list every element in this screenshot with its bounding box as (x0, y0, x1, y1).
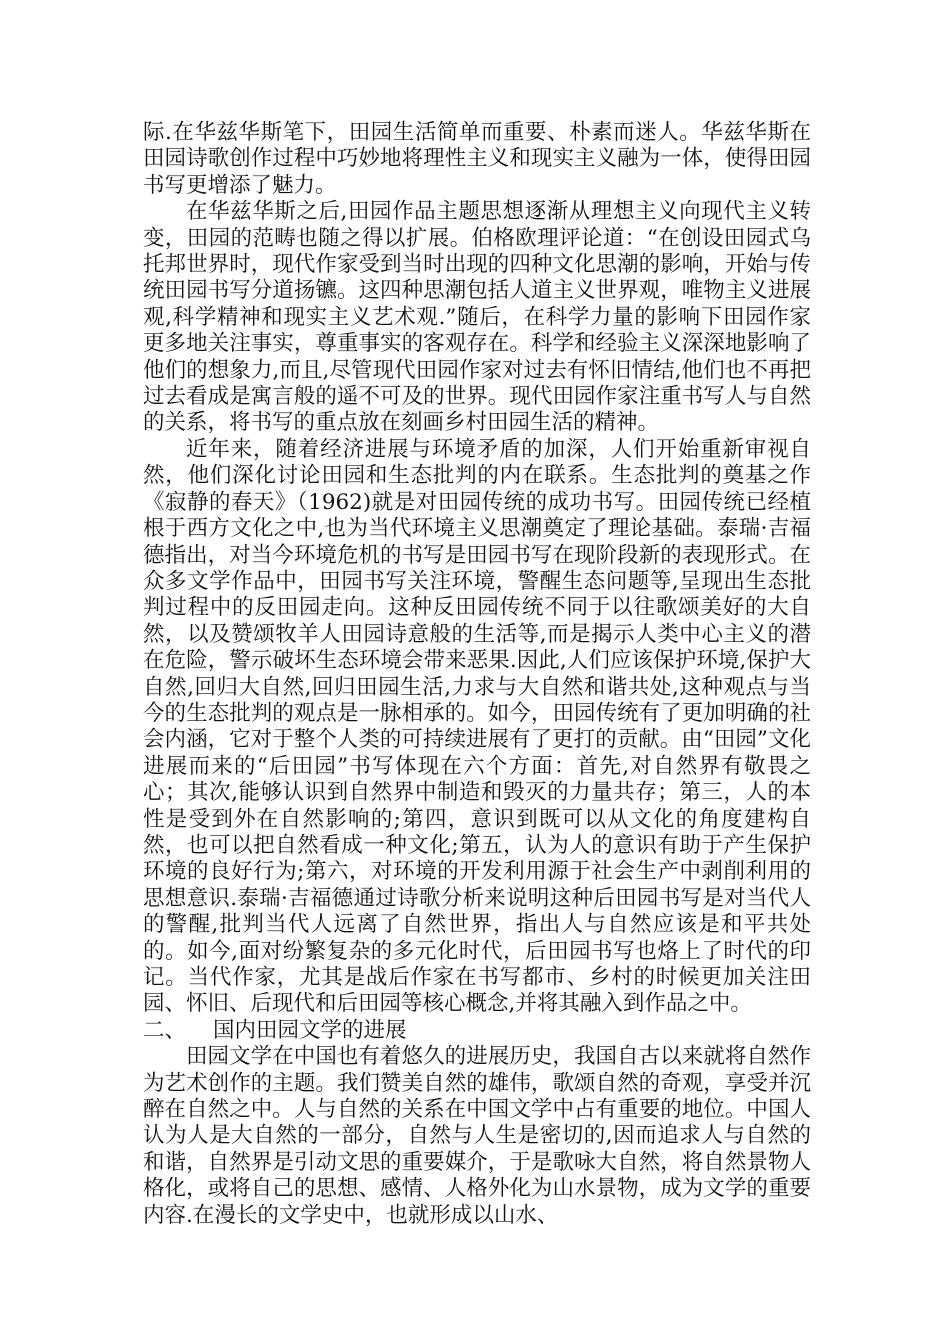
section-number: 二、 (143, 1017, 187, 1043)
section-heading (143, 1018, 811, 1044)
paragraph-continuation: 际.在华兹华斯笔下，田园生活简单而重要、朴素而迷人。华兹华斯在田园诗歌创作过程中巧妙地将理性主义和现实主义融为一体，使得田园书写更增添了魅力。 (143, 120, 811, 198)
paragraph-chinese-pastoral: 田园文学在中国也有着悠久的进展历史，我国自古以来就将自然作为艺术创作的主题。我们赞美自然的雄伟，歌颂自然的奇观，享受并沉醉在自然之中。人与自然的关系在中国文学中占有重要的地位。中国人认为人是大自然的一部分，自然与人生是密切的,因而追求人与自然的和谐，自然界是引动文思的重要媒介，于是歌咏大自然，将自然景物人格化，或将自己的思想、感情、人格外化为山水景物，成为文学的重要内容.在漫长的文学史中，也就形成以山水、 (143, 1044, 811, 1228)
paragraph-post-pastoral: 近年来，随着经济进展与环境矛盾的加深，人们开始重新审视自然，他们深化讨论田园和生态批判的内在联系。生态批判的奠基之作《寂静的春天》（1962)就是对田园传统的成功书写。田园传统已经植根于西方文化之中,也为当代环境主义思潮奠定了理论基础。泰瑞·吉福德指出，对当今环境危机的书写是田园书写在现阶段新的表现形式。在众多文学作品中，田园书写关注环境，警醒生态问题等,呈现出生态批判过程中的反田园走向。这种反田园传统不同于以往歌颂美好的大自然，以及赞颂牧羊人田园诗意般的生活等,而是揭示人类中心主义的潜在危险，警示破坏生态环境会带来恶果.因此,人们应该保护环境,保护大自然,回归大自然,回归田园生活,力求与大自然和谐共处,这种观点与当今的生态批判的观点是一脉相承的。如今，田园传统有了更加明确的社会内涵，它对于整个人类的可持续进展有了更打的贡献。由“田园”文化进展而来的“后田园”书写体现在六个方面：首先,对自然界有敬畏之心；其次,能够认识到自然界中制造和毁灭的力量共存；第三，人的本性是受到外在自然影响的;第四，意识到既可以从文化的角度建构自然，也可以把自然看成一种文化;第五，认为人的意识有助于产生保护环境的良好行为;第六，对环境的开发利用源于社会生产中剥削利用的思想意识.泰瑞·吉福德通过诗歌分析来说明这种后田园书写是对当代人的警醒,批判当代人远离了自然世界，指出人与自然应该是和平共处的。如今,面对纷繁复杂的多元化时代，后田园书写也烙上了时代的印记。当代作家，尤其是战后作家在书写都市、乡村的时候更加关注田园、怀旧、后现代和后田园等核心概念,并将其融入到作品之中。 (143, 436, 811, 1017)
paragraph-modern-pastoral: 在华兹华斯之后,田园作品主题思想逐渐从理想主义向现代主义转变，田园的范畴也随之得以扩展。伯格欧理评论道：“在创设田园式乌托邦世界时，现代作家受到当时出现的四种文化思潮的影响，开始与传统田园书写分道扬镳。这四种思潮包括人道主义世界观，唯物主义进展观,科学精神和现实主义艺术观.”随后，在科学力量的影响下田园作家更多地关注事实，尊重事实的客观存在。科学和经验主义深深地影响了他们的想象力,而且,尽管现代田园作家对过去有怀旧情结,他们也不再把过去看成是寓言般的遥不可及的世界。现代田园作家注重书写人与自然的关系，将书写的重点放在刻画乡村田园生活的精神。 (143, 199, 811, 436)
document-page (143, 120, 811, 1229)
section-title: 国内田园文学的进展 (213, 1017, 407, 1043)
